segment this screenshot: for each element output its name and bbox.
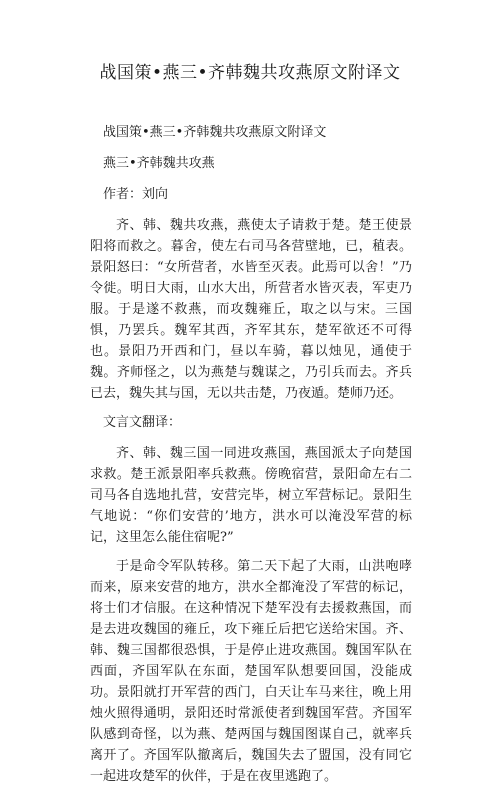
page-title: 战国策•燕三•齐韩魏共攻燕原文附译文 [99, 63, 401, 83]
original-text-paragraph: 齐、韩、魏共攻燕，燕使太子请救于楚。楚王使景阳将而救之。暮舍，使左右司马各营壁地，已，稙表。景阳怒曰：“女所营者，水皆至灭表。此焉可以舍！”乃令徙。明日大雨，山水大出，所营者水皆灭表，军吏乃服。于是遂不救燕，而攻魏雍丘，取之以与宋。三国惧，乃罢兵。魏军其西，齐军其东，楚军欲还不可得也。景阳乃开西和门，昼以车骑，暮以烛见，通使于魏。齐师怪之，以为燕楚与魏谋之，乃引兵而去。齐兵已去，魏失其与国，无以共击楚，乃夜遁。楚师乃还。 [90, 218, 412, 401]
translation-heading: 文言文翻译： [103, 415, 182, 430]
author-line: 作者：刘向 [103, 187, 169, 202]
document-body [90, 122, 412, 795]
document-subtitle: 战国策•燕三•齐韩魏共攻燕原文附译文 [103, 125, 327, 140]
translation-paragraph-2: 于是命令军队转移。第二天下起了大雨，山洪咆哮而来，原来安营的地方，洪水全都淹没了军营的标记，将士们才信服。在这种情况下楚军没有去援救燕国，而是去进攻魏国的雍丘，攻下雍丘后把它送给宋国。齐、韩、魏三国都很恐惧，于是停止进攻燕国。魏国军队在西面，齐国军队在东面，楚国军队想要回国，没能成功。景阳就打开军营的西门，白天让车马来往，晚上用烛火照得通明，景阳还时常派使者到魏国军营。齐国军队感到奇怪，以为燕、楚两国与魏国图谋自己，就率兵离开了。齐国军队撤离后，魏国失去了盟国，没有同它一起进攻楚军的伙伴，于是在夜里逃跑了。 [90, 559, 412, 784]
section-heading: 燕三•齐韩魏共攻燕 [103, 156, 215, 171]
translation-paragraph-1: 齐、韩、魏三国一同进攻燕国，燕国派太子向楚国求救。楚王派景阳率兵救燕。傍晚宿营，景阳命左右二司马各自选地扎营，安营完毕，树立军营标记。景阳生气地说：“你们安营的’地方，洪水可以淹没军营的标记，这里怎么能住宿呢?” [90, 446, 412, 545]
